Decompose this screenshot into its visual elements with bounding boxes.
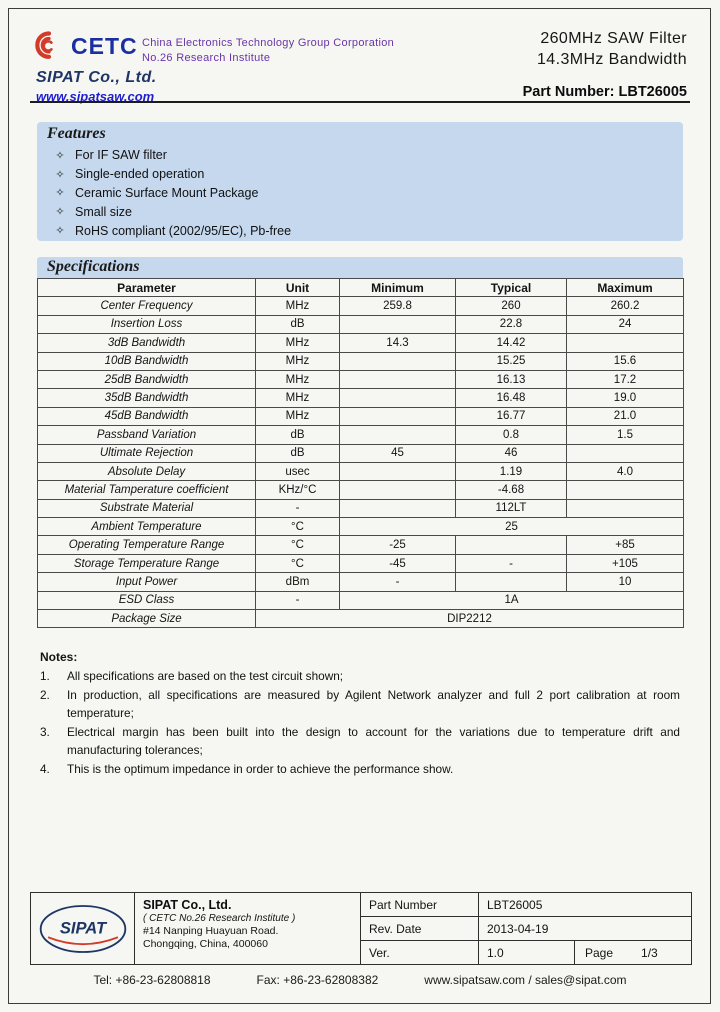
spec-cell-min: 259.8 xyxy=(340,297,456,315)
footer-meta-row xyxy=(361,917,691,941)
col-header-unit: Unit xyxy=(256,279,340,297)
diamond-bullet-icon: ✧ xyxy=(55,206,65,219)
footer-page-value: 1/3 xyxy=(641,945,658,960)
spec-cell-parameter: Absolute Delay xyxy=(38,462,256,480)
spec-cell-typ: 22.8 xyxy=(456,315,567,333)
spec-cell-unit: MHz xyxy=(256,389,340,407)
part-number-heading: Part Number: LBT26005 xyxy=(522,84,687,100)
spec-cell-unit: dB xyxy=(256,426,340,444)
spec-cell-typ xyxy=(456,536,567,554)
footer-meta-row xyxy=(361,941,691,964)
spec-cell-max: 24 xyxy=(567,315,684,333)
spec-row xyxy=(38,610,684,628)
fax: Fax: +86-23-62808382 xyxy=(256,973,379,987)
spec-cell-parameter: Material Tamperature coefficient xyxy=(38,481,256,499)
col-header-typical: Typical xyxy=(456,279,567,297)
spec-cell-parameter: 35dB Bandwidth xyxy=(38,389,256,407)
note-text: All specifications are based on the test circuit shown; xyxy=(67,669,344,683)
spec-row xyxy=(38,536,684,554)
spec-row xyxy=(38,462,684,480)
note-item xyxy=(40,723,682,760)
feature-item xyxy=(37,202,683,221)
notes-section xyxy=(40,650,682,779)
footer-page-label: Page xyxy=(585,945,614,960)
spec-cell-unit: dB xyxy=(256,315,340,333)
spec-cell-parameter: Ambient Temperature xyxy=(38,518,256,536)
feature-item xyxy=(37,146,683,165)
spec-cell-typ: 1.19 xyxy=(456,462,567,480)
product-title-line-2: 14.3MHz Bandwidth xyxy=(537,51,687,68)
header-divider xyxy=(30,101,690,103)
spec-cell-parameter: Center Frequency xyxy=(38,297,256,315)
spec-cell-max: +85 xyxy=(567,536,684,554)
sipat-company-name: SIPAT Co., Ltd. xyxy=(36,69,157,86)
footer-meta-row xyxy=(361,893,691,917)
note-number: 1. xyxy=(40,669,50,683)
company-description xyxy=(142,36,394,66)
spec-cell-max: 21.0 xyxy=(567,407,684,425)
spec-cell-unit: MHz xyxy=(256,407,340,425)
spec-cell-parameter: Ultimate Rejection xyxy=(38,444,256,462)
spec-cell-unit: usec xyxy=(256,462,340,480)
spec-cell-typ: 0.8 xyxy=(456,426,567,444)
spec-cell-parameter: Substrate Material xyxy=(38,499,256,517)
footer-company-info xyxy=(135,893,361,964)
spec-cell-typ: 260 xyxy=(456,297,567,315)
spec-cell-max: +105 xyxy=(567,554,684,572)
footer-info-table xyxy=(30,892,692,965)
spec-cell-min: -45 xyxy=(340,554,456,572)
spec-cell-span-value: 25 xyxy=(340,518,684,536)
product-title xyxy=(537,28,687,70)
diamond-bullet-icon: ✧ xyxy=(55,168,65,181)
spec-cell-typ: 16.77 xyxy=(456,407,567,425)
footer-rev-date-label: Rev. Date xyxy=(361,917,479,940)
spec-cell-parameter: 10dB Bandwidth xyxy=(38,352,256,370)
spec-cell-unit: - xyxy=(256,499,340,517)
features-section xyxy=(37,122,683,241)
spec-cell-parameter: ESD Class xyxy=(38,591,256,609)
spec-cell-typ: 16.13 xyxy=(456,370,567,388)
footer-rev-date-value: 2013-04-19 xyxy=(487,921,549,936)
col-header-parameter: Parameter xyxy=(38,279,256,297)
spec-cell-unit: MHz xyxy=(256,352,340,370)
note-item xyxy=(40,686,682,723)
sipat-logo xyxy=(31,893,135,964)
footer-meta xyxy=(361,893,691,964)
spec-row xyxy=(38,407,684,425)
footer-address-1: #14 Nanping Huayuan Road. xyxy=(143,925,279,937)
sipat-logo-icon xyxy=(37,902,129,956)
spec-cell-span-value: DIP2212 xyxy=(256,610,684,628)
spec-cell-min xyxy=(340,462,456,480)
feature-item-label: Ceramic Surface Mount Package xyxy=(75,185,259,200)
spec-cell-typ: 46 xyxy=(456,444,567,462)
diamond-bullet-icon: ✧ xyxy=(55,225,65,238)
company-line-1: China Electronics Technology Group Corporation xyxy=(142,37,395,49)
spec-cell-max: 4.0 xyxy=(567,462,684,480)
spec-cell-max xyxy=(567,444,684,462)
sipat-logo-text: SIPAT xyxy=(59,918,106,938)
specifications-title: Specifications xyxy=(47,258,140,275)
note-item xyxy=(40,760,682,779)
spec-cell-unit: dB xyxy=(256,444,340,462)
spec-cell-min xyxy=(340,481,456,499)
spec-cell-parameter: Operating Temperature Range xyxy=(38,536,256,554)
specifications-header-bar xyxy=(37,257,683,278)
spec-cell-parameter: 45dB Bandwidth xyxy=(38,407,256,425)
spec-row xyxy=(38,352,684,370)
spec-cell-max xyxy=(567,499,684,517)
website-link[interactable]: www.sipatsaw.com xyxy=(36,89,155,104)
footer-company-sub: ( CETC No.26 Research Institute ) xyxy=(143,913,296,924)
note-text: In production, all specifications are measured by Agilent Network analyzer and full 2 port calibration at room temperature; xyxy=(67,687,680,721)
feature-item-label: RoHS compliant (2002/95/EC), Pb-free xyxy=(75,223,292,238)
spec-row xyxy=(38,518,684,536)
col-header-maximum: Maximum xyxy=(567,279,684,297)
spec-cell-min: - xyxy=(340,573,456,591)
spec-cell-max: 1.5 xyxy=(567,426,684,444)
spec-cell-parameter: Package Size xyxy=(38,610,256,628)
spec-row xyxy=(38,297,684,315)
spec-row xyxy=(38,389,684,407)
spec-cell-typ: - xyxy=(456,554,567,572)
spec-cell-unit: dBm xyxy=(256,573,340,591)
spec-cell-unit: MHz xyxy=(256,334,340,352)
product-title-line-1: 260MHz SAW Filter xyxy=(540,30,687,47)
note-text: Electrical margin has been built into the design to account for the variations due to temperature drift and manufacturing tolerances; xyxy=(67,724,680,758)
company-line-2: No.26 Research Institute xyxy=(142,52,271,64)
footer-part-number-value: LBT26005 xyxy=(487,897,543,912)
spec-cell-min xyxy=(340,499,456,517)
spec-header-row xyxy=(38,279,684,297)
spec-cell-max: 19.0 xyxy=(567,389,684,407)
feature-item xyxy=(37,184,683,203)
cetc-logo xyxy=(34,31,138,61)
spec-cell-typ: 16.48 xyxy=(456,389,567,407)
footer-company-name: SIPAT Co., Ltd. xyxy=(143,898,232,912)
spec-cell-parameter: Insertion Loss xyxy=(38,315,256,333)
diamond-bullet-icon: ✧ xyxy=(55,149,65,162)
spec-cell-typ: 15.25 xyxy=(456,352,567,370)
spec-cell-max xyxy=(567,334,684,352)
spec-cell-unit: °C xyxy=(256,518,340,536)
feature-item xyxy=(37,221,683,240)
spec-cell-min xyxy=(340,389,456,407)
features-list xyxy=(37,146,683,240)
spec-cell-unit: KHz/°C xyxy=(256,481,340,499)
features-title: Features xyxy=(47,125,106,142)
notes-title: Notes: xyxy=(40,650,78,664)
feature-item-label: Single-ended operation xyxy=(75,167,205,182)
note-number: 4. xyxy=(40,761,50,776)
spec-cell-max: 10 xyxy=(567,573,684,591)
spec-row xyxy=(38,334,684,352)
spec-cell-parameter: Passband Variation xyxy=(38,426,256,444)
contact-line xyxy=(0,973,720,987)
spec-cell-typ xyxy=(456,573,567,591)
spec-cell-max: 260.2 xyxy=(567,297,684,315)
footer-part-number-label: Part Number xyxy=(361,893,479,916)
note-number: 3. xyxy=(40,724,50,739)
feature-item-label: For IF SAW filter xyxy=(75,148,167,163)
specifications-table xyxy=(37,278,684,628)
spec-cell-parameter: 3dB Bandwidth xyxy=(38,334,256,352)
specifications-section xyxy=(37,257,683,628)
spec-row xyxy=(38,444,684,462)
footer-page xyxy=(575,941,691,964)
footer-version-label: Ver. xyxy=(361,941,479,964)
spec-cell-max: 15.6 xyxy=(567,352,684,370)
spec-cell-min xyxy=(340,370,456,388)
diamond-bullet-icon: ✧ xyxy=(55,187,65,200)
spec-row xyxy=(38,370,684,388)
note-text: This is the optimum impedance in order to achieve the performance show. xyxy=(67,761,454,776)
spec-cell-typ: -4.68 xyxy=(456,481,567,499)
spec-cell-unit: MHz xyxy=(256,297,340,315)
spec-cell-span-value: 1A xyxy=(340,591,684,609)
spec-row xyxy=(38,573,684,591)
spec-cell-min xyxy=(340,407,456,425)
spec-cell-min xyxy=(340,315,456,333)
spec-cell-min xyxy=(340,352,456,370)
footer-address-2: Chongqing, China, 400060 xyxy=(143,938,268,950)
spec-cell-unit: - xyxy=(256,591,340,609)
spec-row xyxy=(38,499,684,517)
cetc-logo-icon xyxy=(34,31,64,61)
spec-cell-min: -25 xyxy=(340,536,456,554)
spec-row xyxy=(38,591,684,609)
spec-cell-max xyxy=(567,481,684,499)
spec-cell-min xyxy=(340,426,456,444)
spec-cell-unit: MHz xyxy=(256,370,340,388)
spec-row xyxy=(38,426,684,444)
web-email-link[interactable]: www.sipatsaw.com / sales@sipat.com xyxy=(424,973,627,987)
spec-cell-unit: °C xyxy=(256,536,340,554)
spec-cell-min: 45 xyxy=(340,444,456,462)
spec-cell-max: 17.2 xyxy=(567,370,684,388)
spec-cell-unit: °C xyxy=(256,554,340,572)
note-number: 2. xyxy=(40,687,50,702)
feature-item xyxy=(37,165,683,184)
cetc-logo-text: CETC xyxy=(71,32,138,59)
spec-cell-typ: 14.42 xyxy=(456,334,567,352)
feature-item-label: Small size xyxy=(75,204,132,219)
col-header-minimum: Minimum xyxy=(340,279,456,297)
footer-version-value: 1.0 xyxy=(479,941,575,964)
spec-cell-typ: 112LT xyxy=(456,499,567,517)
note-item xyxy=(40,667,682,686)
spec-row xyxy=(38,315,684,333)
spec-cell-min: 14.3 xyxy=(340,334,456,352)
spec-cell-parameter: 25dB Bandwidth xyxy=(38,370,256,388)
spec-cell-parameter: Storage Temperature Range xyxy=(38,554,256,572)
spec-row xyxy=(38,481,684,499)
telephone: Tel: +86-23-62808818 xyxy=(93,973,211,987)
spec-row xyxy=(38,554,684,572)
spec-cell-parameter: Input Power xyxy=(38,573,256,591)
